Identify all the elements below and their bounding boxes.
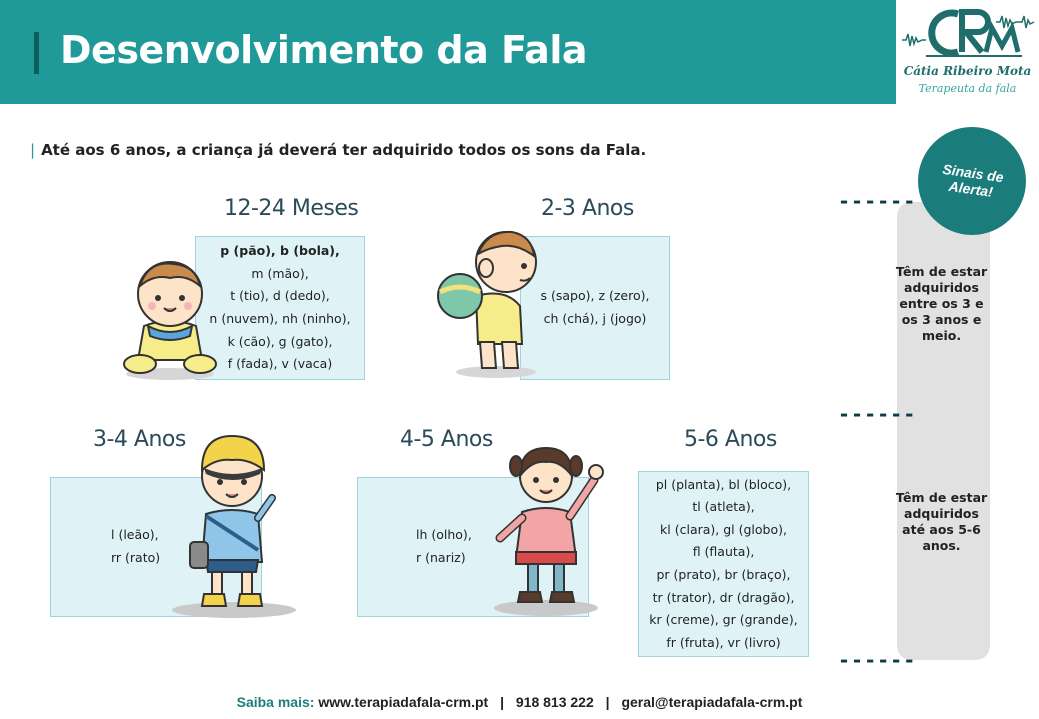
boy-with-cap-icon [168,430,300,620]
stage-title-3-4: 3-4 Anos [93,427,186,452]
divider-dash-bottom: ------ [838,648,917,672]
header-banner [0,0,1039,104]
stage-title-5-6: 5-6 Anos [684,427,777,452]
logo-name: Cátia Ribeiro Mota [903,64,1032,78]
toddler-with-ball-icon [432,226,544,380]
sound-line: kr (creme), gr (grande), [649,612,798,628]
title-accent-bar [34,32,39,74]
sound-line: tl (atleta), [692,499,755,515]
sound-line: m (mão), [251,265,309,281]
sound-line: tr (trator), dr (dragão), [652,589,795,605]
sound-line: fl (flauta), [692,544,755,560]
sound-line: ch (chá), j (jogo) [543,311,647,326]
stage-title-4-5: 4-5 Anos [400,427,493,452]
sound-line: l (leão), [111,527,159,543]
sound-line: pr (prato), br (braço), [656,567,791,582]
sound-line: rr (rato) [111,550,161,565]
separator: | [605,694,610,710]
divider-dash-middle: ------ [838,402,917,426]
subtitle-accent: | [30,141,36,159]
footer-contact [0,694,1039,710]
alert-note-3-years: Têm de estar adquiridos entre os 3 e os 3 anos e meio. [895,264,988,343]
baby-sitting-icon [118,256,222,382]
sound-line: n (nuvem), nh (ninho), [209,311,351,326]
sound-line: k (cão), g (gato), [227,333,333,349]
logo [896,0,1039,104]
girl-waving-icon [486,440,610,618]
divider-dash-top: ------ [838,189,917,213]
stage-title-12-24: 12-24 Meses [224,196,359,221]
sound-line: f (fada), v (vaca) [227,356,333,372]
intro-text: | Até aos 6 anos, a criança já deverá ter adquirido todos os sons da Fala. [30,141,647,159]
sound-line: t (tio), d (dedo), [230,288,330,304]
footer-label: Saiba mais: [236,694,315,710]
website-link[interactable]: www.terapiadafala-crm.pt [318,694,489,710]
logo-subtitle: Terapeuta da fala [918,82,1017,95]
alert-note-5-6-years: Têm de estar adquiridos até aos 5-6 anos. [895,490,988,553]
sound-line: kl (clara), gl (globo), [660,521,787,537]
sound-line: r (nariz) [416,550,466,565]
separator: | [500,694,504,710]
alert-badge: Sinais de Alerta! [918,127,1026,235]
sound-line: pl (planta), bl (bloco), [655,476,792,492]
stage-title-2-3: 2-3 Anos [541,196,634,221]
crm-logo-icon [896,0,1039,64]
email-link[interactable]: geral@terapiadafala-crm.pt [621,694,803,710]
sound-line: s (sapo), z (zero), [540,288,650,304]
page-title: Desenvolvimento da Fala [60,28,587,72]
phone-number: 918 813 222 [515,694,594,710]
sound-line: fr (fruta), vr (livro) [666,634,781,650]
sounds-box-5-6 [638,471,809,657]
sound-line: lh (olho), [416,527,472,543]
sound-line: p (pão), b (bola), [220,243,340,259]
